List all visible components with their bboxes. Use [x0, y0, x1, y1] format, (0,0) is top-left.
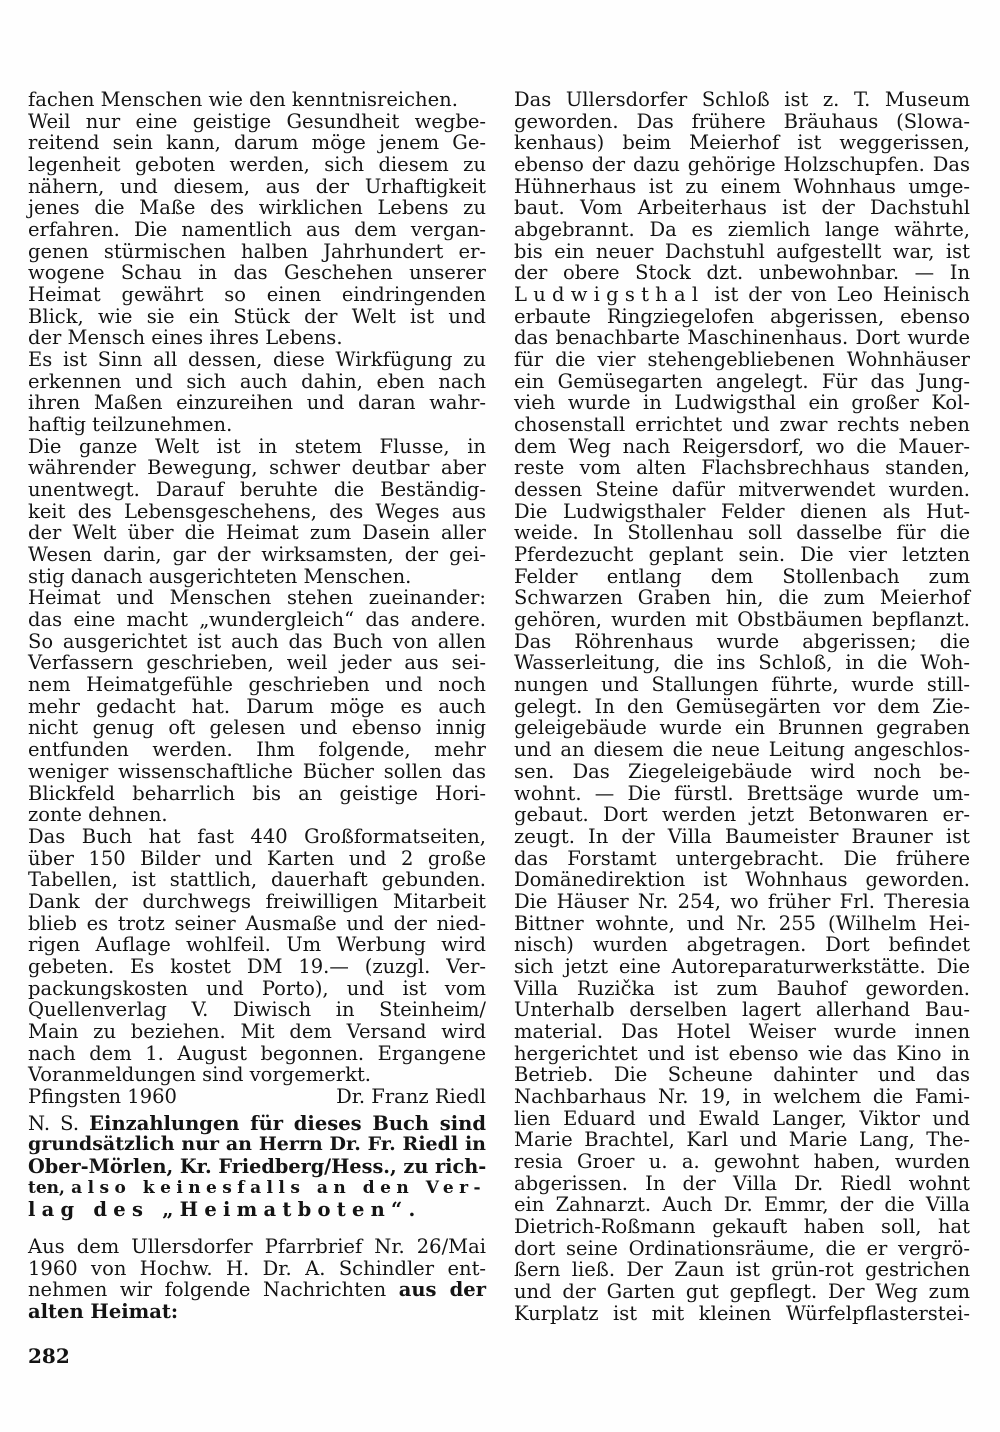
paragraph: [28, 349, 486, 436]
text-line: haftig teilzunehmen.: [28, 413, 233, 437]
text-line: resia Groer u. a. gewohnt haben, wurden: [514, 1149, 970, 1173]
text-line: Das Ullersdorfer Schloß ist z. T. Museum: [514, 88, 970, 111]
text-line: der Mensch eines ihres Lebens.: [28, 326, 343, 350]
text-line: Pferdezucht geplant sein. Die vier letzten: [514, 543, 970, 567]
text-line: sich jetzt eine Autoreparaturwerkstätte. Die: [514, 954, 970, 978]
signature-date: Pfingsten 1960: [28, 1084, 177, 1108]
text-line: ebenso der dazu gehörige Holzschupfen. Das: [514, 153, 970, 177]
text-line: das benachbarte Maschinenhaus. Dort wurde: [514, 326, 970, 350]
text-line: Dietrich-Roßmann gekauft haben soll, hat: [514, 1214, 970, 1238]
text-line: geleigebäude wurde ein Brunnen gegraben: [514, 716, 970, 740]
text-line: erbaute Ringziegelofen abgerissen, ebenso: [514, 304, 970, 328]
text-line: Blickfeld beharrlich bis an geistige Hori-: [28, 781, 486, 805]
parish-letter-intro: [28, 1236, 486, 1323]
text-segment: 1960 von Hochw. H. Dr. A. Schindler ent-: [28, 1256, 486, 1280]
text-line: Dank der durchwegs freiwilligen Mitarbeit: [28, 889, 486, 913]
paragraph: [28, 436, 486, 588]
text-line: So ausgerichtet ist auch das Buch von allen: [28, 629, 486, 653]
text-line: stig danach ausgerichteten Menschen.: [28, 564, 412, 588]
text-line: Felder entlang dem Stollenbach zum: [514, 564, 970, 588]
text-line: Tabellen, ist stattlich, dauerhaft gebunden.: [28, 868, 486, 892]
text-line: entfunden werden. Ihm folgende, mehr: [28, 738, 486, 762]
text-line: der Welt über die Heimat zum Dasein aller: [28, 521, 486, 545]
text-line: [28, 1113, 486, 1135]
text-line: Marie Brachtel, Karl und Marie Lang, The-: [514, 1128, 970, 1152]
bold-text: alten Heimat:: [28, 1299, 179, 1323]
signature-author: Dr. Franz Riedl: [336, 1084, 486, 1108]
text-line: packungskosten und Porto), und ist vom: [28, 976, 486, 1000]
text-line: reitend sein kann, darum möge jenem Ge-: [28, 131, 486, 155]
text-line: für die vier stehengebliebenen Wohnhäuser: [514, 348, 970, 372]
text-line: gehören, wurden mit Obstbäumen bepflanzt.: [514, 608, 970, 632]
text-line: das Forstamt untergebracht. Die frühere: [514, 846, 970, 870]
text-line: hergerichtet und ist ebenso wie das Kino in: [514, 1041, 970, 1065]
text-line: unentwegt. Darauf beruhte die Beständig-: [28, 478, 486, 502]
text-line: zeugt. In der Villa Baumeister Brauner ist: [514, 824, 970, 848]
text-line: Es ist Sinn all dessen, diese Wirkfügung zu: [28, 348, 486, 372]
text-line: keit des Lebensgeschehens, des Weges aus: [28, 499, 486, 523]
text-line: mehr gedacht hat. Darum möge es auch: [28, 694, 486, 718]
text-line: Die ganze Welt ist in stetem Flusse, in: [28, 434, 486, 458]
text-segment: ist der von Leo Heinisch: [704, 283, 970, 307]
text-line: und der Garten gut gepflegt. Der Weg zum: [514, 1279, 970, 1303]
text-line: vieh wurde in Ludwigsthal ein großer Kol-: [514, 391, 970, 415]
text-line: weide. In Stollenhau soll dasselbe für die: [514, 521, 970, 545]
text-line: Voranmeldungen sind vorgemerkt.: [28, 1063, 371, 1087]
paragraph: [28, 826, 486, 1086]
paragraph: [514, 89, 970, 1324]
text-line: Nachbarhaus Nr. 19, in welchem die Fami-: [514, 1084, 970, 1108]
text-line: Kurplatz ist mit kleinen Würfelpflasterstei-: [514, 1301, 970, 1325]
text-line: Unterhalb derselben lagert allerhand Bau-: [514, 998, 970, 1022]
text-line: währender Bewegung, schwer deutbar aber: [28, 456, 486, 480]
text-line: [514, 284, 970, 306]
text-line: Die Ludwigsthaler Felder dienen als Hut-: [514, 499, 970, 523]
text-line: [28, 1236, 486, 1258]
text-line: [28, 1156, 486, 1178]
paragraph: [28, 111, 486, 349]
text-line: nach dem 1. August begonnen. Ergangene: [28, 1041, 486, 1065]
text-line: Main zu beziehen. Mit dem Versand wird: [28, 1019, 486, 1043]
text-line: rigen Auflage wohlfeil. Um Werbung wird: [28, 933, 486, 957]
left-column: [28, 89, 486, 1323]
bold-text: also keinesfalls an den Ver-: [71, 1177, 486, 1198]
text-line: geworden. Das frühere Bräuhaus (Slowa-: [514, 109, 970, 133]
text-line: ein Zahnarzt. Auch Dr. Emmr, der die Villa: [514, 1193, 970, 1217]
text-line: nähern, und diesem, aus der Urhaftigkeit: [28, 174, 486, 198]
text-line: über 150 Bilder und Karten und 2 große: [28, 846, 486, 870]
text-line: genen stürmischen halben Jahrhundert er-: [28, 239, 486, 263]
text-line: reste vom alten Flachsbrechhaus standen,: [514, 456, 970, 480]
text-line: gelegt. In den Gemüsegärten vor dem Zie-: [514, 694, 970, 718]
payment-notice: [28, 1113, 486, 1221]
text-line: weniger wissenschaftliche Bücher sollen das: [28, 759, 486, 783]
text-line: legenheit geboten werden, sich diesem zu: [28, 153, 486, 177]
text-line: lien Eduard und Ewald Langer, Viktor und: [514, 1106, 970, 1130]
text-line: [28, 1301, 486, 1323]
text-line: [28, 1258, 486, 1280]
text-line: [28, 1199, 486, 1221]
signature-line: [28, 1086, 486, 1108]
text-line: gebeten. Es kostet DM 19.— (zuzgl. Ver-: [28, 954, 486, 978]
text-line: der obere Stock dzt. unbewohnbar. — In: [514, 261, 970, 285]
text-line: Schwarzen Graben hin, die zum Meierhof: [514, 586, 970, 610]
text-line: erkennen und sich auch dahin, eben nach: [28, 369, 486, 393]
right-column: [514, 89, 970, 1324]
text-line: gebaut. Dort werden jetzt Betonwaren er-: [514, 803, 970, 827]
bold-text: ten,: [28, 1177, 72, 1198]
text-line: Weil nur eine geistige Gesundheit wegbe-: [28, 109, 486, 133]
text-line: bis ein neuer Dachstuhl aufgestellt war, ist: [514, 239, 970, 263]
text-line: fachen Menschen wie den kenntnisreichen.: [28, 88, 458, 111]
text-line: das eine macht „wundergleich“ das andere.: [28, 608, 486, 632]
text-line: nem Heimatgefühle geschrieben und noch: [28, 673, 486, 697]
text-line: nungen und Stallungen führte, wurde still-: [514, 673, 970, 697]
text-line: dort seine Ordinationsräume, die er vergrö-: [514, 1236, 970, 1260]
text-line: dessen Steine dafür mitverwendet wurden.: [514, 478, 970, 502]
text-segment: Aus dem Ullersdorfer Pfarrbrief Nr. 26/Mai: [28, 1234, 486, 1258]
text-line: Bittner wohnte, und Nr. 255 (Wilhelm Hei-: [514, 911, 970, 935]
text-segment: Ludwigsthal: [514, 283, 705, 307]
text-line: blieb es trotz seiner Ausmaße und der nied-: [28, 911, 486, 935]
text-line: [28, 1134, 486, 1156]
text-line: abgerissen. In der Villa Dr. Riedl wohnt: [514, 1171, 970, 1195]
text-line: wohnt. — Die fürstl. Brettsäge wurde um-: [514, 781, 970, 805]
text-line: jenes die Maße des wirklichen Lebens zu: [28, 196, 486, 220]
text-line: Domänedirektion ist Wohnhaus geworden.: [514, 868, 970, 892]
text-line: nicht genug oft gelesen und ebenso innig: [28, 716, 486, 740]
text-line: Die Häuser Nr. 254, wo früher Frl. Theresia: [514, 889, 970, 913]
paragraph: [28, 587, 486, 825]
text-line: [28, 1178, 486, 1200]
text-line: Heimat und Menschen stehen zueinander:: [28, 586, 486, 610]
text-line: chosenstall errichtet und zwar rechts neben: [514, 413, 970, 437]
page-number: 282: [28, 1344, 70, 1368]
text-line: erfahren. Die namentlich aus dem vergan-: [28, 218, 486, 242]
text-segment: N. S.: [28, 1111, 90, 1135]
text-line: Quellenverlag V. Diwisch in Steinheim/: [28, 998, 486, 1022]
text-line: Betrieb. Die Scheune dahinter und das: [514, 1063, 970, 1087]
text-line: ihren Maßen einzureihen und daran wahr-: [28, 391, 486, 415]
text-line: nisch) wurden abgetragen. Dort befindet: [514, 933, 970, 957]
body-text: [28, 89, 486, 1086]
text-line: Wesen darin, gar der wirksamsten, der gei-: [28, 543, 486, 567]
text-segment: nehmen wir folgende Nachrichten: [28, 1278, 399, 1302]
text-line: Verfassern geschrieben, weil jeder aus sei-: [28, 651, 486, 675]
text-line: und an diesem die neue Leitung angeschlos-: [514, 738, 970, 762]
paragraph: [28, 89, 486, 111]
text-line: Das Röhrenhaus wurde abgerissen; die: [514, 629, 970, 653]
text-line: zonte dehnen.: [28, 803, 168, 827]
bold-text: aus der: [398, 1278, 486, 1302]
text-line: wogene Schau in das Geschehen unserer: [28, 261, 486, 285]
text-line: dem Weg nach Reigersdorf, wo die Mauer-: [514, 434, 970, 458]
text-line: Das Buch hat fast 440 Großformatseiten,: [28, 824, 486, 848]
text-line: material. Das Hotel Weiser wurde innen: [514, 1019, 970, 1043]
text-line: ßern ließ. Der Zaun ist grün-rot gestrichen: [514, 1258, 970, 1282]
bold-text: Ober-Mörlen, Kr. Friedberg/Hess., zu rich-: [28, 1154, 487, 1178]
text-line: Hühnerhaus ist zu einem Wohnhaus umge-: [514, 174, 970, 198]
bold-text: Einzahlungen für dieses Buch sind: [89, 1111, 486, 1135]
bold-text: grundsätzlich nur an Herrn Dr. Fr. Riedl in: [28, 1133, 486, 1156]
text-line: Wasserleitung, die ins Schloß, in die Woh-: [514, 651, 970, 675]
text-line: Villa Ruzička ist zum Bauhof geworden.: [514, 976, 970, 1000]
text-line: Heimat gewährt so einen eindringenden: [28, 283, 486, 307]
text-line: [28, 1279, 486, 1301]
bold-text: lag des „Heimatboten“.: [28, 1198, 422, 1222]
text-line: kenhaus) beim Meierhof ist weggerissen,: [514, 131, 970, 155]
text-line: Blick, wie sie ein Stück der Welt ist und: [28, 304, 486, 328]
text-line: abgebrannt. Da es ziemlich lange währte,: [514, 218, 970, 242]
text-line: ein Gemüsegarten angelegt. Für das Jung-: [514, 369, 970, 393]
text-line: baut. Vom Arbeiterhaus ist der Dachstuhl: [514, 196, 970, 220]
text-line: sen. Das Ziegeleigebäude wird noch be-: [514, 759, 970, 783]
